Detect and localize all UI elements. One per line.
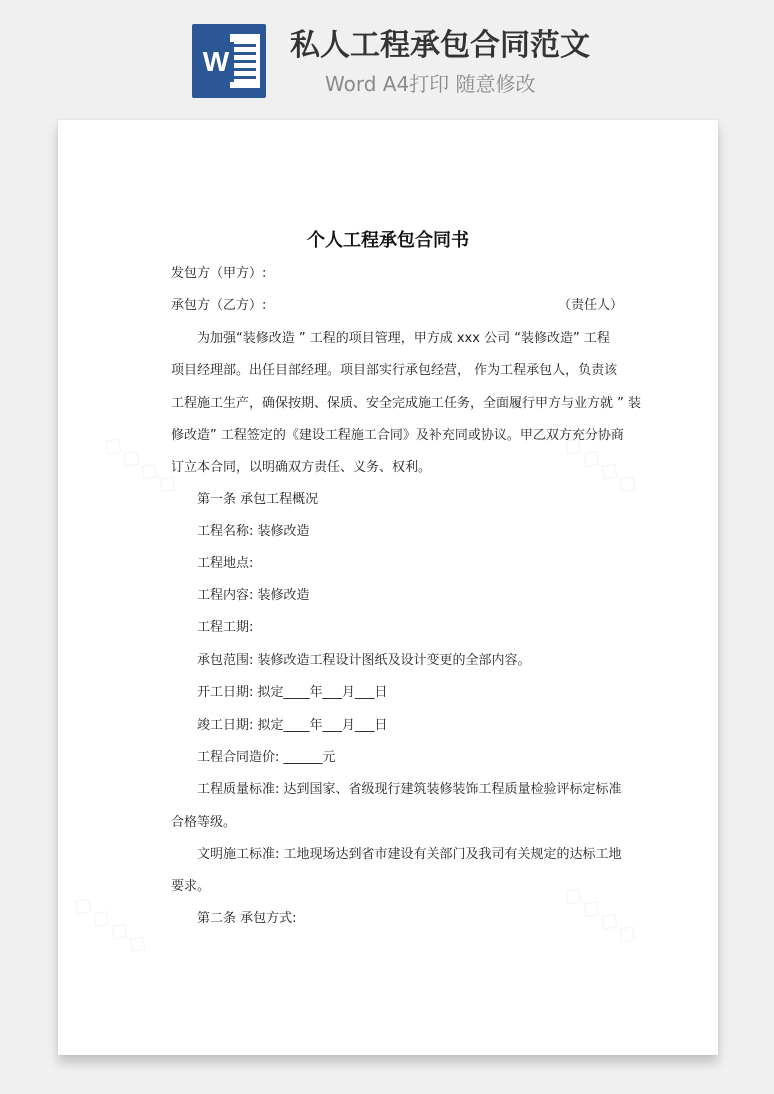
start-date: 开工日期: 拟定____年___月___日 bbox=[197, 685, 388, 700]
intro-line: 项目经理部。出任目部经理。项目部实行承包经营， 作为工程承包人，负责该 bbox=[171, 363, 618, 378]
quality-standard-cont: 合格等级。 bbox=[171, 815, 237, 830]
article-2-heading: 第二条 承包方式: bbox=[197, 911, 297, 926]
word-icon-page bbox=[230, 34, 260, 88]
word-icon-letter: W bbox=[198, 42, 234, 82]
project-name: 工程名称: 装修改造 bbox=[197, 524, 310, 539]
contract-price: 工程合同造价: ______元 bbox=[197, 750, 336, 765]
header bbox=[0, 0, 774, 110]
party-b-line bbox=[171, 296, 624, 316]
project-period: 工程工期: bbox=[197, 620, 254, 635]
intro-line: 修改造” 工程签定的《建设工程施工合同》及补充同或协议。甲乙双方充分协商 bbox=[171, 428, 624, 443]
party-a-line: 发包方（甲方）: bbox=[171, 266, 267, 281]
project-content: 工程内容: 装修改造 bbox=[197, 588, 310, 603]
contract-scope: 承包范围: 装修改造工程设计图纸及设计变更的全部内容。 bbox=[197, 653, 531, 668]
document-page bbox=[58, 120, 718, 1055]
quality-standard: 工程质量标准: 达到国家、省级现行建筑装修装饰工程质量检验评标定标准 bbox=[197, 782, 622, 797]
page-subtitle: Word A4打印 随意修改 bbox=[325, 72, 536, 96]
civil-standard-cont: 要求。 bbox=[171, 879, 211, 894]
word-icon bbox=[192, 24, 266, 98]
project-location: 工程地点: bbox=[197, 556, 254, 571]
party-b-label: 承包方（乙方）: bbox=[171, 298, 267, 313]
civil-standard: 文明施工标准: 工地现场达到省市建设有关部门及我司有关规定的达标工地 bbox=[197, 847, 622, 862]
watermark bbox=[67, 887, 156, 962]
document-title: 个人工程承包合同书 bbox=[307, 230, 469, 251]
watermark bbox=[557, 877, 646, 952]
intro-line: 工程施工生产，确保按期、保质、安全完成施工任务，全面履行甲方与业方就 ” 装 bbox=[171, 396, 642, 411]
intro-line: 为加强“装修改造 ” 工程的项目管理，甲方成 xxx 公司 “装修改造” 工程 bbox=[197, 331, 610, 346]
page-title: 私人工程承包合同范文 bbox=[290, 28, 590, 63]
party-b-responsible: （责任人） bbox=[558, 298, 624, 313]
end-date: 竣工日期: 拟定____年___月___日 bbox=[197, 718, 388, 733]
article-1-heading: 第一条 承包工程概况 bbox=[197, 492, 319, 507]
intro-line: 订立本合同，以明确双方责任、义务、权利。 bbox=[171, 460, 432, 475]
